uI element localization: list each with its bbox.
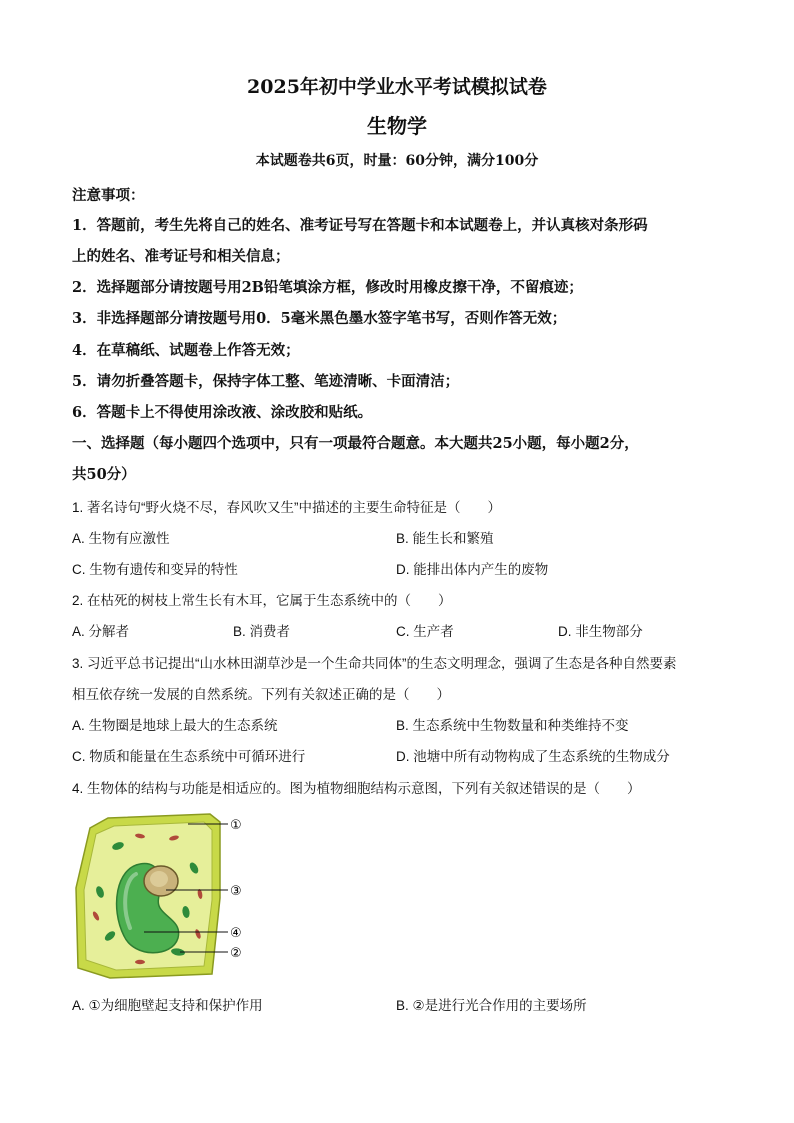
note-item: 4．在草稿纸、试题卷上作答无效； bbox=[72, 342, 300, 359]
note-item: 5．请勿折叠答题卡，保持字体工整、笔迹清晰、卡面清洁； bbox=[72, 373, 460, 390]
question-3-stem-cont: 相互依存统一发展的自然系统。下列有关叙述正确的是（ ） bbox=[72, 687, 450, 702]
question-2-option-a: A. 分解者 bbox=[72, 624, 130, 639]
label-3: ③ bbox=[230, 884, 242, 899]
question-3-option-c: C. 物质和能量在生态系统中可循环进行 bbox=[72, 749, 306, 764]
question-1-option-b: B. 能生长和繁殖 bbox=[396, 531, 494, 546]
question-4-stem: 4. 生物体的结构与功能是相适应的。图为植物细胞结构示意图，下列有关叙述错误的是（ ） bbox=[72, 781, 641, 796]
question-3-option-a: A. 生物圈是地球上最大的生态系统 bbox=[72, 718, 278, 733]
label-2: ② bbox=[230, 946, 242, 961]
question-4-option-a: A. ①为细胞壁起支持和保护作用 bbox=[72, 998, 263, 1013]
note-item: 3．非选择题部分请按题号用0．5毫米黑色墨水签字笔书写，否则作答无效； bbox=[72, 310, 567, 327]
question-2-option-d: D. 非生物部分 bbox=[558, 624, 643, 639]
question-2-stem: 2. 在枯死的树枝上常生长有木耳，它属于生态系统中的（ ） bbox=[72, 593, 452, 608]
question-1-option-d: D. 能排出体内产生的废物 bbox=[396, 562, 549, 577]
question-3-option-d: D. 池塘中所有动物构成了生态系统的生物成分 bbox=[396, 749, 670, 764]
question-3-option-b: B. 生态系统中生物数量和种类维持不变 bbox=[396, 718, 629, 733]
question-3-stem: 3. 习近平总书记提出“山水林田湖草沙是一个生命共同体”的生态文明理念，强调了生态是各种自然要素 bbox=[72, 656, 677, 671]
section-heading-cont: 共50分） bbox=[72, 466, 136, 483]
note-item: 6．答题卡上不得使用涂改液、涂改胶和贴纸。 bbox=[72, 404, 373, 421]
question-1-option-c: C. 生物有遗传和变异的特性 bbox=[72, 562, 238, 577]
plant-cell-diagram bbox=[70, 808, 270, 988]
mitochondria bbox=[135, 960, 145, 964]
section-heading: 一、选择题（每小题四个选项中，只有一项最符合题意。本大题共25小题，每小题2分， bbox=[72, 435, 639, 452]
question-4-option-b: B. ②是进行光合作用的主要场所 bbox=[396, 998, 587, 1013]
question-1-stem: 1. 著名诗句“野火烧不尽，春风吹又生”中描述的主要生命特征是（ ） bbox=[72, 500, 501, 515]
question-2-option-b: B. 消费者 bbox=[233, 624, 291, 639]
note-item: 2．选择题部分请按题号用2B铅笔填涂方框，修改时用橡皮擦干净，不留痕迹； bbox=[72, 279, 583, 296]
exam-title: 2025年初中学业水平考试模拟试卷 bbox=[247, 76, 547, 98]
question-2-option-c: C. 生产者 bbox=[396, 624, 454, 639]
label-4: ④ bbox=[230, 926, 242, 941]
exam-info: 本试题卷共6页，时量：60分钟，满分100分 bbox=[255, 153, 539, 169]
note-item: 上的姓名、准考证号和相关信息； bbox=[72, 248, 290, 265]
note-item: 1．答题前，考生先将自己的姓名、准考证号写在答题卡和本试题卷上，并认真核对条形码 bbox=[72, 217, 648, 234]
label-1: ① bbox=[230, 818, 242, 833]
question-1-option-a: A. 生物有应激性 bbox=[72, 531, 170, 546]
notes-heading: 注意事项： bbox=[72, 187, 145, 204]
subject-title: 生物学 bbox=[367, 114, 427, 138]
